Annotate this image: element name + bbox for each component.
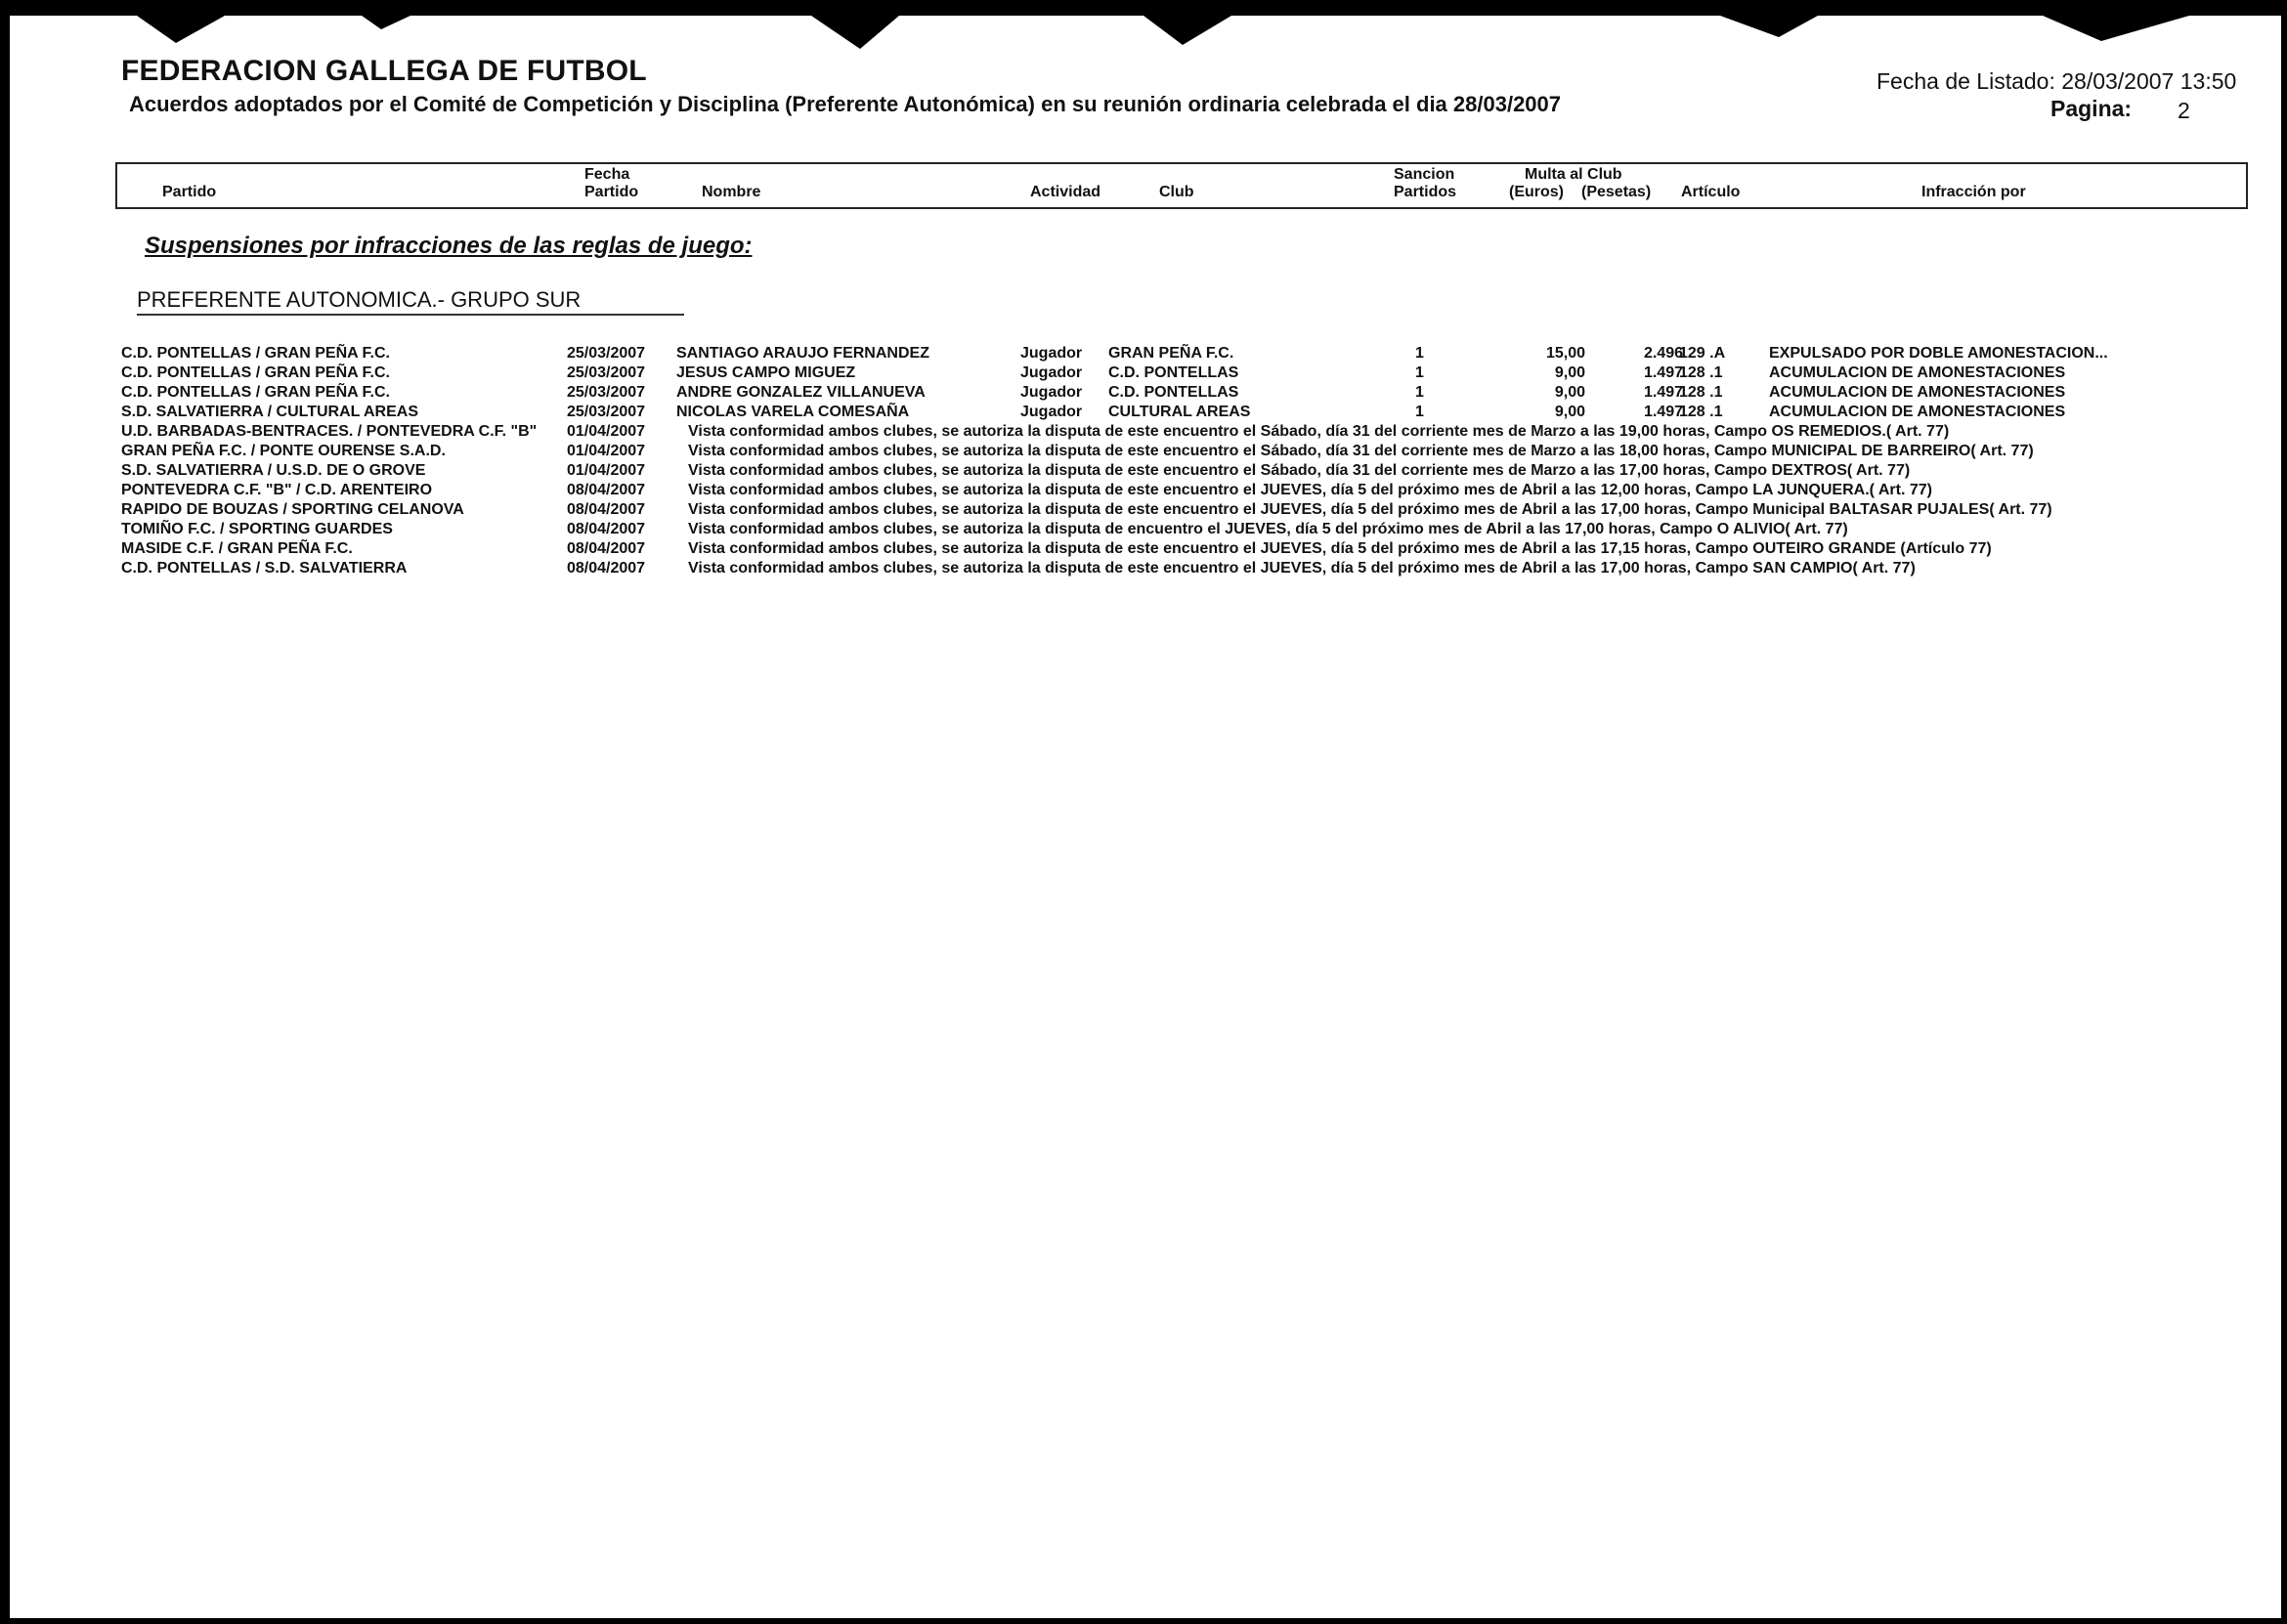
row-infraccion: ACUMULACION DE AMONESTACIONES [1769,384,2066,401]
col-actividad: Actividad [1030,184,1101,200]
col-pesetas: (Pesetas) [1581,184,1652,200]
row-articulo: 128 .1 [1679,364,1723,381]
note-partido: S.D. SALVATIERRA / U.S.D. DE O GROVE [121,462,426,479]
section-title: Suspensiones por infracciones de las reglas de juego: [145,233,753,259]
row-sancion: 1 [1415,364,1424,381]
note-row [10,481,2281,500]
row-nombre: NICOLAS VARELA COMESAÑA [676,404,910,420]
row-club: GRAN PEÑA F.C. [1108,345,1234,362]
row-articulo: 128 .1 [1679,384,1723,401]
row-infraccion: ACUMULACION DE AMONESTACIONES [1769,364,2066,381]
row-actividad: Jugador [1020,404,1083,420]
note-fecha: 08/04/2007 [567,482,646,498]
row-partido: C.D. PONTELLAS / GRAN PEÑA F.C. [121,364,390,381]
row-club: C.D. PONTELLAS [1108,384,1239,401]
col-partido: Partido [162,184,217,200]
row-euros: 9,00 [1554,364,1585,381]
row-club: CULTURAL AREAS [1108,404,1251,420]
note-row [10,442,2281,461]
page-number: 2 [2178,98,2190,123]
col-sancion-top: Sancion [1394,166,1455,183]
group-title: PREFERENTE AUTONOMICA.- GRUPO SUR [137,287,582,312]
note-partido: TOMIÑO F.C. / SPORTING GUARDES [121,521,393,537]
note-partido: C.D. PONTELLAS / S.D. SALVATIERRA [121,560,408,577]
sanction-row [10,383,2281,403]
col-euros: (Euros) [1509,184,1564,200]
group-underline [137,314,684,316]
row-pesetas: 1.497 [1643,404,1683,420]
row-infraccion: ACUMULACION DE AMONESTACIONES [1769,404,2066,420]
sanction-row [10,344,2281,363]
note-partido: MASIDE C.F. / GRAN PEÑA F.C. [121,540,353,557]
note-row [10,461,2281,481]
note-text: Vista conformidad ambos clubes, se autoriza la disputa de encuentro el JUEVES, día 5 del próximo mes de Abril a las 17,00 horas, Campo O ALIVIO( Art. 77) [688,521,1848,537]
note-fecha: 01/04/2007 [567,443,646,459]
sanction-row [10,363,2281,383]
row-actividad: Jugador [1020,384,1083,401]
row-articulo: 128 .1 [1679,404,1723,420]
torn-edge [2043,16,2189,41]
note-row [10,539,2281,559]
row-sancion: 1 [1415,404,1424,420]
listing-date: Fecha de Listado: 28/03/2007 13:50 [1877,68,2237,94]
col-sancion-bottom: Partidos [1394,184,1457,200]
note-partido: RAPIDO DE BOUZAS / SPORTING CELANOVA [121,501,464,518]
row-fecha: 25/03/2007 [567,364,646,381]
col-fecha-bottom: Partido [584,184,639,200]
torn-edge [1720,16,1818,37]
row-nombre: JESUS CAMPO MIGUEZ [676,364,856,381]
row-nombre: ANDRE GONZALEZ VILLANUEVA [676,384,926,401]
row-club: C.D. PONTELLAS [1108,364,1239,381]
col-articulo: Artículo [1681,184,1741,200]
sanction-row [10,403,2281,422]
row-euros: 9,00 [1554,404,1585,420]
note-row [10,422,2281,442]
row-sancion: 1 [1415,384,1424,401]
row-actividad: Jugador [1020,345,1083,362]
row-actividad: Jugador [1020,364,1083,381]
note-text: Vista conformidad ambos clubes, se autoriza la disputa de este encuentro el JUEVES, día 5 del próximo mes de Abril a las 12,00 horas, Campo LA JUNQUERA.( Art. 77) [688,482,1932,498]
document-subtitle: Acuerdos adoptados por el Comité de Competición y Disciplina (Preferente Autonómica) en su reunión ordinaria celebrada el dia 28/03/2007 [129,92,1562,116]
note-text: Vista conformidad ambos clubes, se autoriza la disputa de este encuentro el JUEVES, día 5 del próximo mes de Abril a las 17,15 horas, Campo OUTEIRO GRANDE (Artículo 77) [688,540,1992,557]
note-row [10,520,2281,539]
note-fecha: 01/04/2007 [567,423,646,440]
note-fecha: 08/04/2007 [567,501,646,518]
note-partido: U.D. BARBADAS-BENTRACES. / PONTEVEDRA C.F. "B" [121,423,538,440]
row-partido: C.D. PONTELLAS / GRAN PEÑA F.C. [121,384,390,401]
row-articulo: 129 .A [1679,345,1726,362]
note-fecha: 08/04/2007 [567,521,646,537]
note-text: Vista conformidad ambos clubes, se autoriza la disputa de este encuentro el Sábado, día 31 del corriente mes de Marzo a las 19,00 horas, Campo OS REMEDIOS.( Art. 77) [688,423,1950,440]
note-text: Vista conformidad ambos clubes, se autoriza la disputa de este encuentro el Sábado, día 31 del corriente mes de Marzo a las 17,00 horas, Campo DEXTROS( Art. 77) [688,462,1911,479]
column-header-box [115,162,2248,209]
torn-edge [137,16,225,43]
row-fecha: 25/03/2007 [567,384,646,401]
row-partido: S.D. SALVATIERRA / CULTURAL AREAS [121,404,418,420]
note-fecha: 08/04/2007 [567,560,646,577]
row-pesetas: 2.496 [1643,345,1683,362]
row-infraccion: EXPULSADO POR DOBLE AMONESTACION... [1769,345,2108,362]
note-text: Vista conformidad ambos clubes, se autoriza la disputa de este encuentro el JUEVES, día 5 del próximo mes de Abril a las 17,00 horas, Campo Municipal BALTASAR PUJALES( Art. 77) [688,501,2052,518]
torn-edge [362,16,410,29]
torn-edge [811,16,899,49]
col-club: Club [1159,184,1194,200]
col-infraccion: Infracción por [1921,184,2026,200]
note-fecha: 08/04/2007 [567,540,646,557]
note-partido: GRAN PEÑA F.C. / PONTE OURENSE S.A.D. [121,443,446,459]
col-nombre: Nombre [702,184,761,200]
note-row [10,559,2281,578]
note-text: Vista conformidad ambos clubes, se autoriza la disputa de este encuentro el Sábado, día 31 del corriente mes de Marzo a las 18,00 horas, Campo MUNICIPAL DE BARREIRO( Art. 77) [688,443,2034,459]
row-euros: 15,00 [1545,345,1585,362]
row-nombre: SANTIAGO ARAUJO FERNANDEZ [676,345,929,362]
torn-edge [1144,16,1231,45]
col-multa: Multa al Club [1525,166,1622,183]
note-text: Vista conformidad ambos clubes, se autoriza la disputa de este encuentro el JUEVES, día 5 del próximo mes de Abril a las 17,00 horas, Campo SAN CAMPIO( Art. 77) [688,560,1916,577]
row-sancion: 1 [1415,345,1424,362]
row-fecha: 25/03/2007 [567,345,646,362]
row-pesetas: 1.497 [1643,364,1683,381]
federation-title: FEDERACION GALLEGA DE FUTBOL [121,55,647,87]
row-euros: 9,00 [1554,384,1585,401]
row-fecha: 25/03/2007 [567,404,646,420]
note-fecha: 01/04/2007 [567,462,646,479]
row-partido: C.D. PONTELLAS / GRAN PEÑA F.C. [121,345,390,362]
col-fecha-top: Fecha [584,166,630,183]
row-pesetas: 1.497 [1643,384,1683,401]
note-row [10,500,2281,520]
page-label: Pagina: [2050,96,2133,121]
scanned-page [10,16,2281,1618]
note-partido: PONTEVEDRA C.F. "B" / C.D. ARENTEIRO [121,482,433,498]
